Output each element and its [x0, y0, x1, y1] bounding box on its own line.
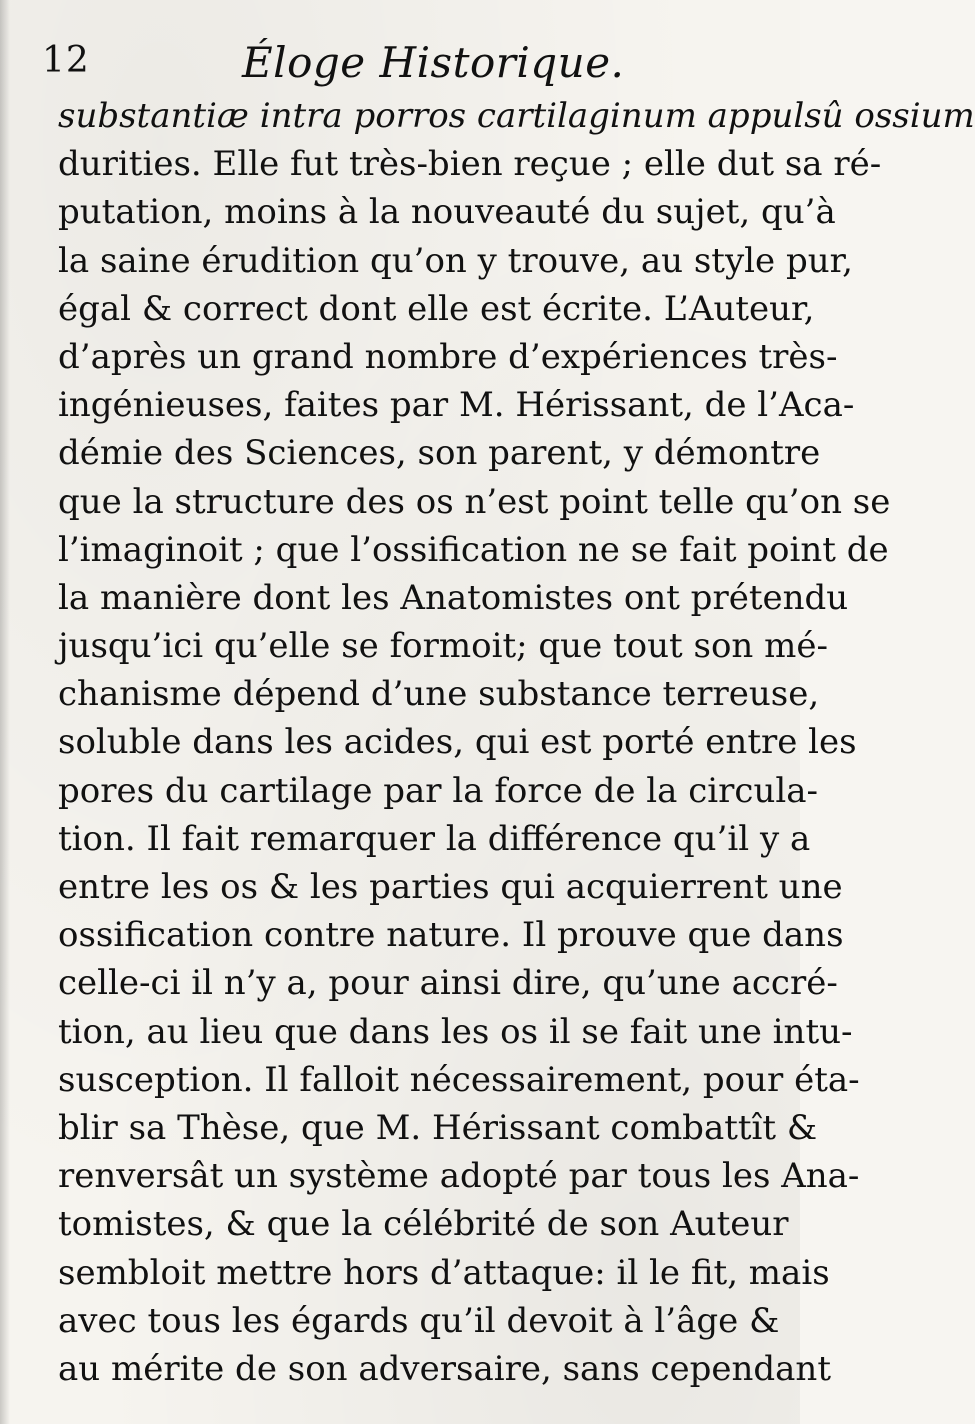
text-line: putation, moins à la nouveauté du sujet, qu’à [58, 192, 836, 233]
text-line: avec tous les égards qu’il devoit à l’âge & [58, 1300, 780, 1341]
text-line: ingénieuses, faites par M. Hérissant, de l’Aca- [58, 385, 855, 426]
text-line: sembloit mettre hors d’attaque: il le fit, mais [58, 1252, 830, 1293]
text-line: susception. Il falloit nécessairement, pour éta- [58, 1059, 860, 1100]
text-line: entre les os & les parties qui acquierrent une [58, 867, 843, 907]
text-line: durities. Elle fut très-bien reçue ; elle dut sa ré- [58, 144, 882, 185]
text-line: soluble dans les acides, qui est porté entre les [58, 722, 857, 763]
text-line: tion. Il fait remarquer la différence qu’il y a [58, 818, 811, 859]
text-line: ossification contre nature. Il prouve que dans [58, 915, 844, 956]
text-line: tomistes, & que la célébrité de son Auteur [58, 1204, 789, 1245]
text-line: d’après un grand nombre d’expériences très- [58, 336, 838, 377]
text-line: démie des Sciences, son parent, y démontre [58, 433, 821, 474]
body-text [58, 92, 975, 1393]
text-line: égal & correct dont elle est écrite. L’Auteur, [58, 288, 815, 329]
text-line: que la structure des os n’est point telle qu’on se [58, 481, 891, 522]
page-gutter-shadow [0, 0, 10, 1424]
text-line: substantiæ intra porros cartilaginum appulsû ossium [58, 96, 975, 136]
running-title: Éloge Historique. [242, 38, 625, 87]
text-line: l’imaginoit ; que l’ossification ne se fait point de [58, 529, 889, 570]
text-line: tion, au lieu que dans les os il se fait une intu- [58, 1011, 853, 1052]
text-line: renversât un système adopté par tous les Ana- [58, 1156, 860, 1197]
text-line: la manière dont les Anatomistes ont prétendu [58, 577, 849, 618]
text-line: au mérite de son adversaire, sans cependant [58, 1348, 831, 1389]
text-line: pores du cartilage par la force de la circula- [58, 770, 818, 811]
text-line: la saine érudition qu’on y trouve, au style pur, [58, 240, 853, 281]
text-line: chanisme dépend d’une substance terreuse, [58, 674, 820, 715]
text-line: jusqu’ici qu’elle se formoit; que tout son mé- [58, 626, 828, 667]
text-line: blir sa Thèse, que M. Hérissant combattît & [58, 1107, 818, 1148]
page-header [0, 30, 800, 90]
text-line: celle-ci il n’y a, pour ainsi dire, qu’une accré- [58, 963, 838, 1004]
page-number: 12 [42, 40, 90, 81]
